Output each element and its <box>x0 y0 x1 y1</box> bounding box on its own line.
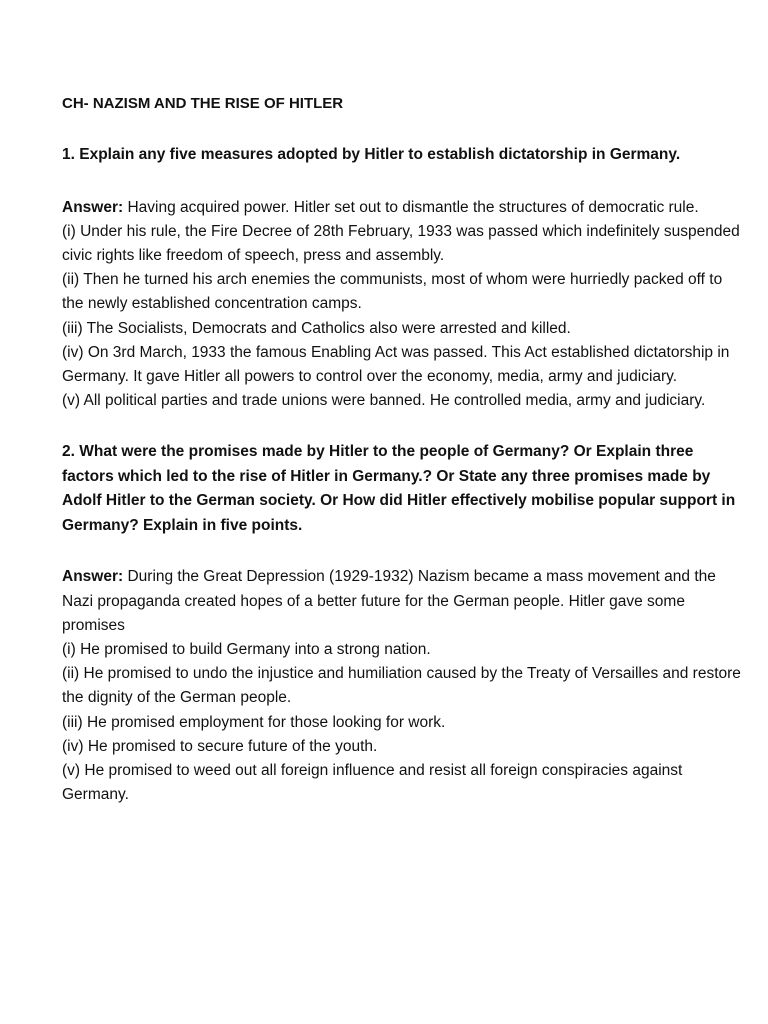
document-page <box>62 92 742 807</box>
answer-2-point: (i) He promised to build Germany into a strong nation. <box>62 640 431 658</box>
question-1: 1. Explain any five measures adopted by Hitler to establish dictatorship in Germany. <box>62 146 681 163</box>
answer-1-label: Answer: <box>62 198 124 216</box>
answer-2-point: (iii) He promised employment for those looking for work. <box>62 713 446 731</box>
answer-2-point: (iv) He promised to secure future of the youth. <box>62 737 378 755</box>
answer-2 <box>62 565 742 807</box>
answer-1-point: (ii) Then he turned his arch enemies the communists, most of whom were hurriedly packed off to the newly established concentration camps. <box>62 271 723 313</box>
answer-1-point: (v) All political parties and trade unions were banned. He controlled media, army and judiciary. <box>62 392 706 410</box>
chapter-title: CH- NAZISM AND THE RISE OF HITLER <box>62 95 344 112</box>
answer-2-point: (ii) He promised to undo the injustice and humiliation caused by the Treaty of Versailles and restore the dignity of the German people. <box>62 665 741 707</box>
answer-1-intro <box>62 196 742 220</box>
answer-2-intro <box>62 565 742 638</box>
answer-1-point: (iv) On 3rd March, 1933 the famous Enabling Act was passed. This Act established dictatorship in Germany. It gave Hitler all powers to control over the economy, media, army and judiciary. <box>62 343 730 385</box>
answer-1-point: (iii) The Socialists, Democrats and Catholics also were arrested and killed. <box>62 319 571 337</box>
answer-1 <box>62 196 742 414</box>
answer-1-point: (i) Under his rule, the Fire Decree of 28th February, 1933 was passed which indefinitely suspended civic rights like freedom of speech, press and assembly. <box>62 222 740 264</box>
question-2: 2. What were the promises made by Hitler to the people of Germany? Or Explain three factors which led to the rise of Hitler in Germany.? Or State any three promises made by Adolf Hitler to the German society. Or How did Hitler effectively mobilise popular support in Germany? Explain in five points. <box>62 443 736 534</box>
answer-2-label: Answer: <box>62 568 124 586</box>
answer-2-point: (v) He promised to weed out all foreign influence and resist all foreign conspiracies against Germany. <box>62 761 683 804</box>
answer-1-intro-text: Having acquired power. Hitler set out to dismantle the structures of democratic rule. <box>123 198 699 216</box>
answer-2-intro-text: During the Great Depression (1929-1932) Nazism became a mass movement and the Nazi propaganda created hopes of a better future for the German people. Hitler gave some promises <box>62 568 716 634</box>
